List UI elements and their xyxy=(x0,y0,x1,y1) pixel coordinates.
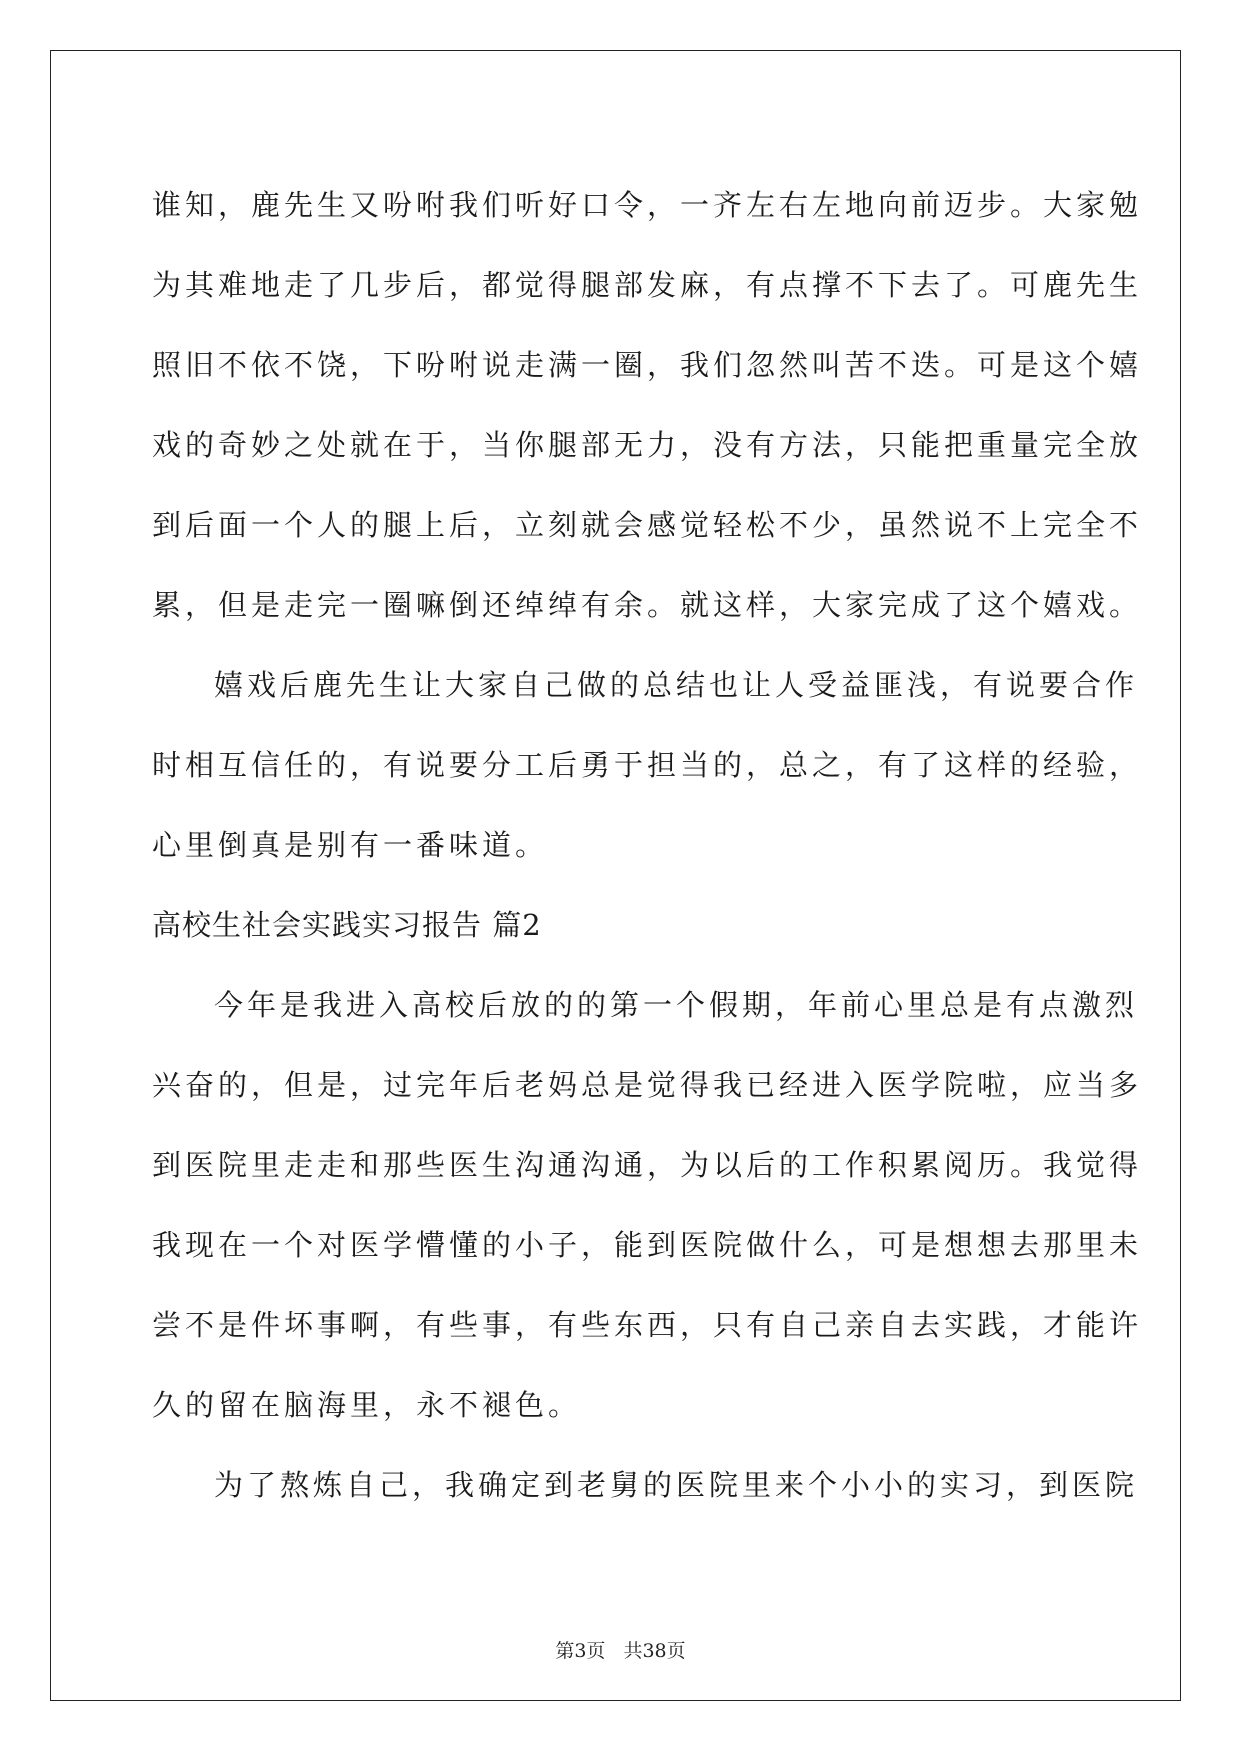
paragraph-line: 嬉戏后鹿先生让大家自己做的总结也让人受益匪浅，有说要合作 xyxy=(214,668,1139,702)
section-heading: 高校生社会实践实习报告 篇2 xyxy=(152,908,542,942)
paragraph-line: 到医院里走走和那些医生沟通沟通，为以后的工作积累阅历。我觉得 xyxy=(152,1148,1143,1182)
paragraph-line: 尝不是件坏事啊，有些事，有些东西，只有自己亲自去实践，才能许 xyxy=(152,1308,1143,1342)
paragraph-line: 戏的奇妙之处就在于，当你腿部无力，没有方法，只能把重量完全放 xyxy=(152,428,1143,462)
paragraph-line: 今年是我进入高校后放的的第一个假期，年前心里总是有点激烈 xyxy=(214,988,1139,1022)
paragraph-line: 为了熬炼自己，我确定到老舅的医院里来个小小的实习，到医院 xyxy=(214,1468,1139,1502)
paragraph-line: 我现在一个对医学懵懂的小子，能到医院做什么，可是想想去那里未 xyxy=(152,1228,1143,1262)
paragraph-line: 为其难地走了几步后，都觉得腿部发麻，有点撑不下去了。可鹿先生 xyxy=(152,268,1143,302)
paragraph-line: 久的留在脑海里，永不褪色。 xyxy=(152,1388,582,1422)
paragraph-line: 时相互信任的，有说要分工后勇于担当的，总之，有了这样的经验， xyxy=(152,748,1143,782)
paragraph-line: 累，但是走完一圈嘛倒还绰绰有余。就这样，大家完成了这个嬉戏。 xyxy=(152,588,1143,622)
page-total: 共38页 xyxy=(623,1640,686,1662)
paragraph-line: 心里倒真是别有一番味道。 xyxy=(152,828,549,862)
page-number: 第3页 xyxy=(555,1640,606,1662)
page-footer xyxy=(0,1636,1241,1663)
paragraph-line: 到后面一个人的腿上后，立刻就会感觉轻松不少，虽然说不上完全不 xyxy=(152,508,1143,542)
paragraph-line: 兴奋的，但是，过完年后老妈总是觉得我已经进入医学院啦，应当多 xyxy=(152,1068,1143,1102)
document-body xyxy=(152,165,1143,1525)
paragraph-line: 谁知，鹿先生又吩咐我们听好口令，一齐左右左地向前迈步。大家勉 xyxy=(152,188,1143,222)
paragraph-line: 照旧不依不饶，下吩咐说走满一圈，我们忽然叫苦不迭。可是这个嬉 xyxy=(152,348,1143,382)
